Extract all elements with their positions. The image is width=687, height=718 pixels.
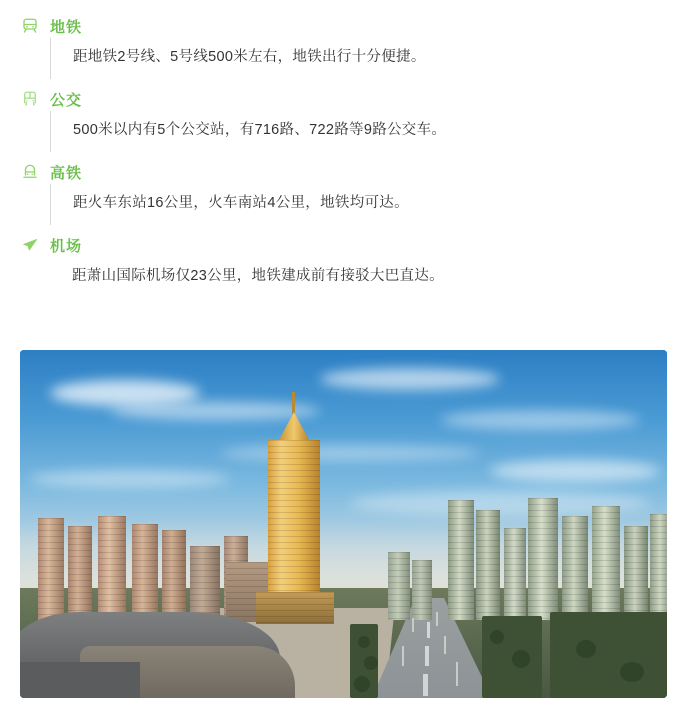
- tree: [358, 636, 370, 648]
- building: [624, 526, 648, 620]
- street-lamp: [402, 646, 404, 666]
- tree: [364, 656, 378, 670]
- tower-spire: [292, 392, 295, 414]
- transport-item-subway: [0, 14, 687, 79]
- transport-item-desc: 距火车东站16公里，火车南站4公里，地铁均可达。: [73, 195, 409, 211]
- transport-info-list: [0, 0, 687, 298]
- transport-item-header: [22, 14, 687, 38]
- cloud: [440, 410, 640, 430]
- building: [98, 516, 126, 622]
- cloud: [220, 445, 480, 461]
- road-marking: [423, 674, 428, 696]
- building: [592, 506, 620, 620]
- building: [68, 526, 92, 622]
- building: [528, 498, 558, 620]
- bus-icon: [20, 89, 40, 109]
- transport-item-header: [22, 160, 687, 184]
- tree: [620, 662, 644, 682]
- transport-item-body: [50, 184, 687, 225]
- transport-item-title: 公交: [50, 91, 83, 109]
- subway-icon: [20, 16, 40, 36]
- city-skyline-photo: [20, 350, 667, 698]
- building: [562, 516, 588, 620]
- building: [448, 500, 474, 620]
- cloud: [320, 368, 500, 390]
- transport-item-header: [22, 87, 687, 111]
- transport-item-body: [50, 111, 687, 152]
- transport-item-body: [50, 38, 687, 79]
- building: [190, 546, 220, 622]
- transport-item-desc: 500米以内有5个公交站，有716路、722路等9路公交车。: [73, 122, 447, 138]
- building: [650, 514, 667, 620]
- high-speed-rail-icon: [20, 162, 40, 182]
- transport-item-desc: 距地铁2号线、5号线500米左右，地铁出行十分便捷。: [73, 49, 426, 65]
- road-marking: [427, 622, 430, 638]
- building: [476, 510, 500, 620]
- tower-podium: [256, 592, 334, 624]
- cloud: [30, 470, 230, 488]
- transport-item-bus: [0, 87, 687, 152]
- cloud: [490, 460, 660, 482]
- building: [162, 530, 186, 622]
- transport-item-title: 地铁: [50, 18, 83, 36]
- airplane-icon: [20, 235, 40, 255]
- transport-item-desc: 距萧山国际机场仅23公里，地铁建成前有接驳大巴直达。: [72, 268, 444, 284]
- tree: [490, 630, 504, 644]
- tree: [576, 640, 596, 658]
- transport-item-airport: [0, 233, 687, 298]
- building: [388, 552, 410, 620]
- building: [132, 524, 158, 622]
- street-lamp: [412, 618, 414, 632]
- tree: [354, 676, 370, 692]
- tree: [512, 650, 530, 668]
- transport-item-body: [50, 257, 687, 298]
- street-lamp: [436, 612, 438, 626]
- building: [412, 560, 432, 620]
- building: [504, 528, 526, 620]
- transport-item-title: 机场: [50, 237, 83, 255]
- road-marking: [425, 646, 429, 666]
- transport-item-high-speed-rail: [0, 160, 687, 225]
- greenery: [550, 612, 667, 698]
- convention-center-wing: [20, 662, 140, 698]
- street-lamp: [444, 636, 446, 654]
- transport-item-title: 高铁: [50, 164, 83, 182]
- cloud: [110, 402, 320, 420]
- street-lamp: [456, 662, 458, 686]
- transport-item-header: [22, 233, 687, 257]
- photo-canvas: [20, 350, 667, 698]
- building: [38, 518, 64, 622]
